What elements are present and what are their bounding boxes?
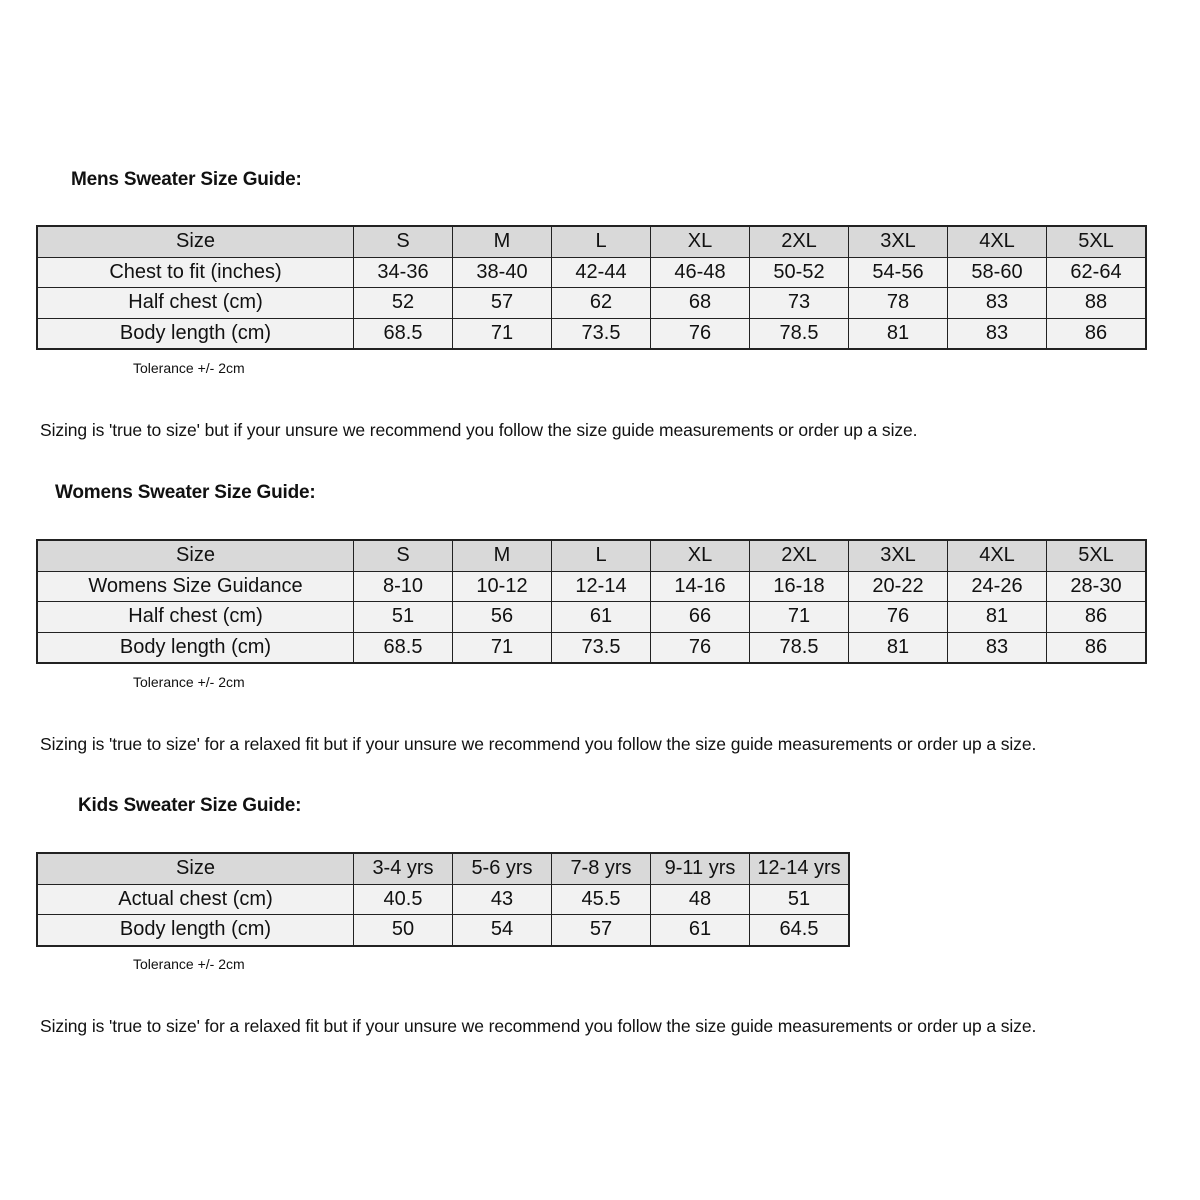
table-cell: 50-52 [750,257,849,288]
size-header-cell: 5XL [1047,540,1147,571]
table-cell: 52 [354,288,453,319]
table-cell: 68 [651,288,750,319]
size-header-cell: L [552,540,651,571]
mens-tolerance: Tolerance +/- 2cm [133,360,245,376]
table-cell: 45.5 [552,884,651,915]
table-header-row [37,540,1146,571]
size-header-cell: M [453,540,552,571]
table-cell: 57 [552,915,651,946]
row-label: Size [37,540,354,571]
table-cell: 61 [552,602,651,633]
table-cell: 71 [453,318,552,349]
table-cell: 10-12 [453,571,552,602]
size-header-cell: 2XL [750,540,849,571]
table-cell: 68.5 [354,632,453,663]
size-header-cell: 4XL [948,226,1047,257]
table-cell: 46-48 [651,257,750,288]
womens-size-table [36,539,1147,664]
table-cell: 54 [453,915,552,946]
table-cell: 12-14 [552,571,651,602]
size-header-cell: M [453,226,552,257]
table-cell: 50 [354,915,453,946]
row-label: Size [37,226,354,257]
mens-sizing-note: Sizing is 'true to size' but if your unsure we recommend you follow the size guide measurements or order up a size. [40,420,918,440]
table-cell: 28-30 [1047,571,1147,602]
table-cell: 42-44 [552,257,651,288]
table-cell: 73 [750,288,849,319]
row-label: Actual chest (cm) [37,884,354,915]
size-header-cell: 7-8 yrs [552,853,651,884]
table-cell: 43 [453,884,552,915]
table-row [37,884,849,915]
size-header-cell: 5-6 yrs [453,853,552,884]
table-cell: 64.5 [750,915,850,946]
size-header-cell: 3XL [849,540,948,571]
size-header-cell: XL [651,226,750,257]
table-cell: 24-26 [948,571,1047,602]
table-cell: 56 [453,602,552,633]
table-cell: 76 [651,632,750,663]
table-row [37,288,1146,319]
table-cell: 40.5 [354,884,453,915]
table-cell: 62 [552,288,651,319]
table-cell: 61 [651,915,750,946]
table-cell: 57 [453,288,552,319]
table-cell: 81 [948,602,1047,633]
table-cell: 62-64 [1047,257,1147,288]
table-cell: 68.5 [354,318,453,349]
table-cell: 8-10 [354,571,453,602]
table-cell: 71 [750,602,849,633]
table-cell: 86 [1047,602,1147,633]
table-cell: 88 [1047,288,1147,319]
womens-sizing-note: Sizing is 'true to size' for a relaxed fit but if your unsure we recommend you follow the size guide measurements or order up a size. [40,734,1037,754]
table-row [37,571,1146,602]
table-cell: 34-36 [354,257,453,288]
table-row [37,602,1146,633]
kids-tolerance: Tolerance +/- 2cm [133,956,245,972]
table-cell: 14-16 [651,571,750,602]
table-cell: 73.5 [552,318,651,349]
kids-heading: Kids Sweater Size Guide: [78,795,302,816]
table-cell: 54-56 [849,257,948,288]
table-cell: 76 [651,318,750,349]
table-cell: 83 [948,288,1047,319]
row-label: Half chest (cm) [37,602,354,633]
size-header-cell: S [354,226,453,257]
table-cell: 38-40 [453,257,552,288]
kids-size-table [36,852,850,947]
mens-size-table [36,225,1147,350]
size-header-cell: L [552,226,651,257]
row-label: Chest to fit (inches) [37,257,354,288]
size-header-cell: 12-14 yrs [750,853,850,884]
table-cell: 78 [849,288,948,319]
table-cell: 78.5 [750,318,849,349]
table-cell: 83 [948,318,1047,349]
table-cell: 58-60 [948,257,1047,288]
row-label: Body length (cm) [37,632,354,663]
kids-sizing-note: Sizing is 'true to size' for a relaxed fit but if your unsure we recommend you follow the size guide measurements or order up a size. [40,1016,1037,1036]
table-cell: 51 [354,602,453,633]
table-cell: 78.5 [750,632,849,663]
table-cell: 76 [849,602,948,633]
table-cell: 48 [651,884,750,915]
table-cell: 66 [651,602,750,633]
size-header-cell: 5XL [1047,226,1147,257]
table-cell: 81 [849,318,948,349]
table-cell: 71 [453,632,552,663]
table-cell: 81 [849,632,948,663]
row-label: Womens Size Guidance [37,571,354,602]
table-row [37,915,849,946]
size-header-cell: XL [651,540,750,571]
table-cell: 51 [750,884,850,915]
row-label: Size [37,853,354,884]
table-cell: 16-18 [750,571,849,602]
table-row [37,318,1146,349]
womens-heading: Womens Sweater Size Guide: [55,482,316,503]
table-cell: 86 [1047,632,1147,663]
size-header-cell: 3-4 yrs [354,853,453,884]
size-header-cell: 3XL [849,226,948,257]
row-label: Body length (cm) [37,915,354,946]
table-row [37,257,1146,288]
table-row [37,632,1146,663]
size-header-cell: 9-11 yrs [651,853,750,884]
size-header-cell: S [354,540,453,571]
row-label: Half chest (cm) [37,288,354,319]
table-cell: 20-22 [849,571,948,602]
row-label: Body length (cm) [37,318,354,349]
table-cell: 73.5 [552,632,651,663]
table-header-row [37,853,849,884]
size-header-cell: 4XL [948,540,1047,571]
mens-heading: Mens Sweater Size Guide: [71,169,302,190]
size-header-cell: 2XL [750,226,849,257]
table-cell: 86 [1047,318,1147,349]
table-header-row [37,226,1146,257]
table-cell: 83 [948,632,1047,663]
womens-tolerance: Tolerance +/- 2cm [133,674,245,690]
